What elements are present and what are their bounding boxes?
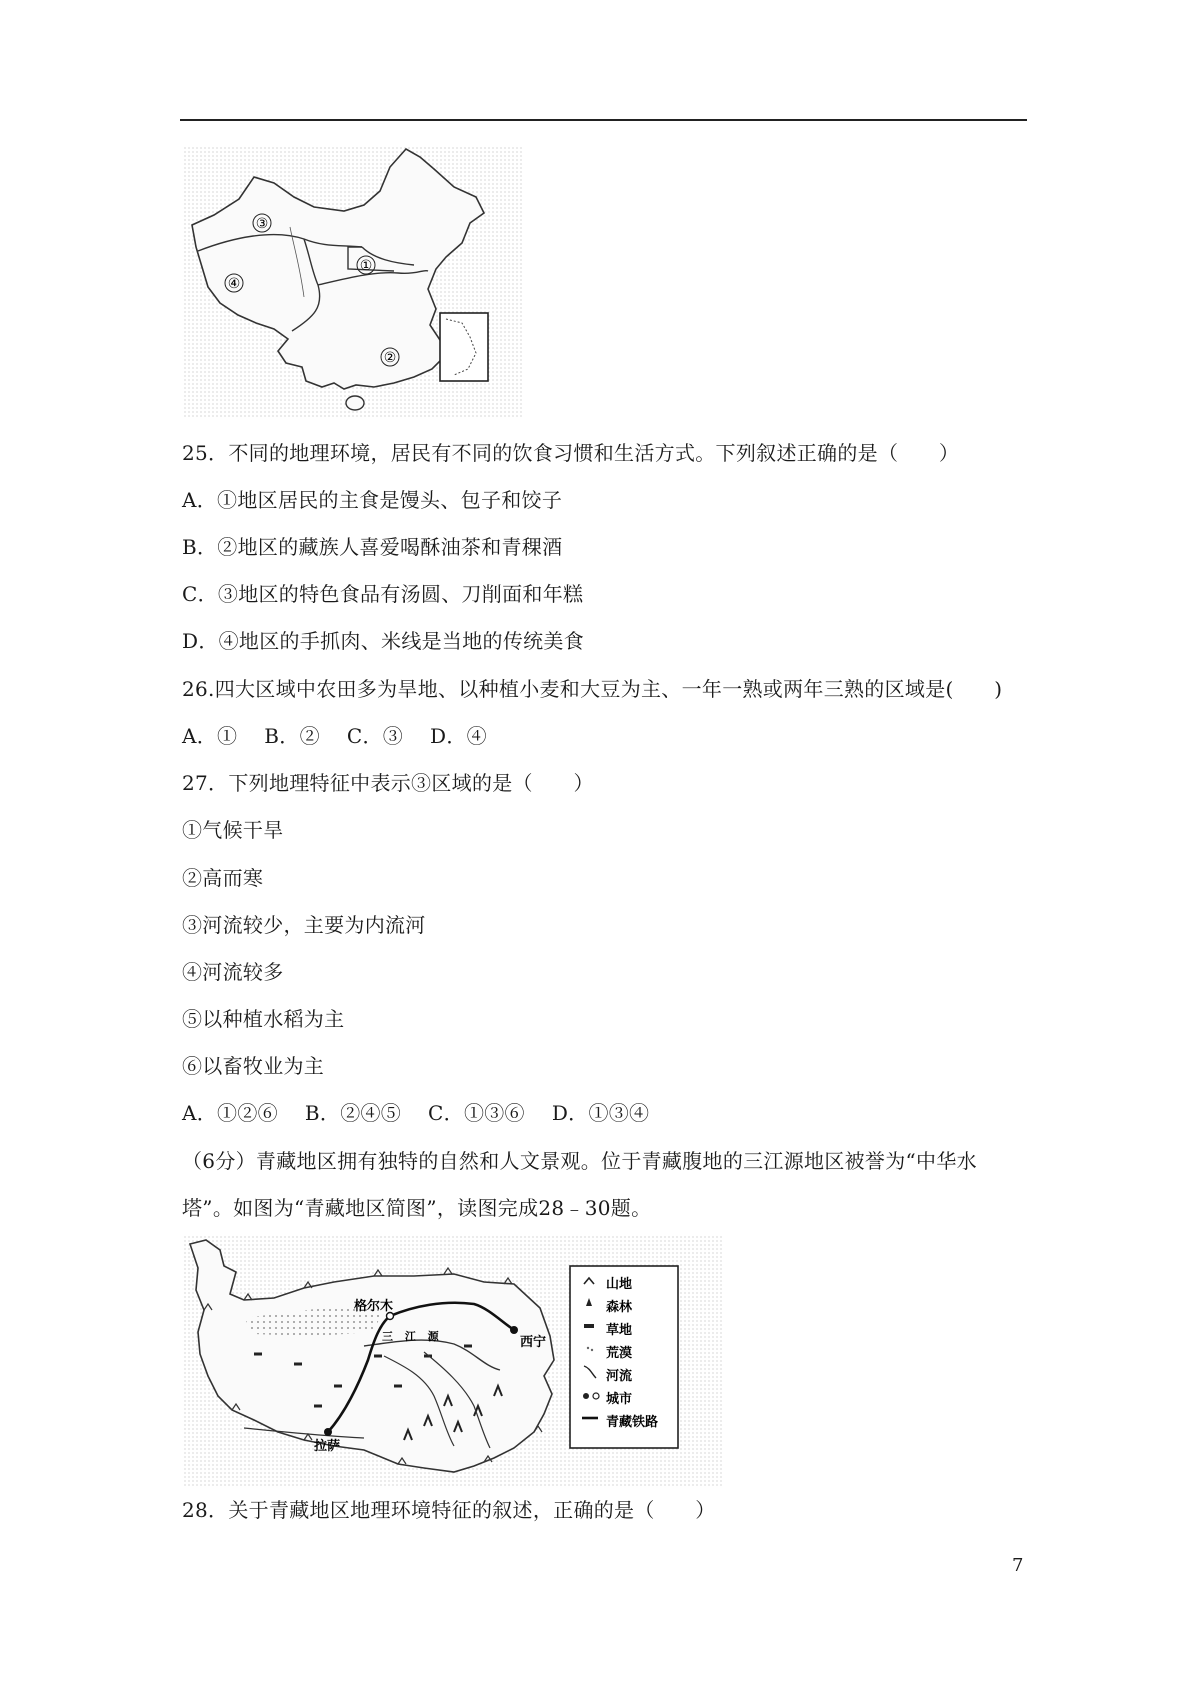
svg-text:草地: 草地 xyxy=(606,1323,633,1338)
legend-grass-icon xyxy=(584,1324,594,1328)
q27-item-2: ②高而寒 xyxy=(182,866,264,890)
page-number: 7 xyxy=(1012,1555,1024,1576)
china-regions-map xyxy=(184,147,524,419)
intro-line-1: （6分）青藏地区拥有独特的自然和人文景观。位于青藏腹地的三江源地区被誉为“中华水 xyxy=(182,1149,977,1173)
q27-item-3: ③河流较少，主要为内流河 xyxy=(182,913,426,937)
svg-text:③: ③ xyxy=(255,216,269,232)
q27-options: A．①②⑥ B．②④⑤ C．①③⑥ D．①③④ xyxy=(182,1101,650,1125)
q25-option-d: D．④地区的手抓肉、米线是当地的传统美食 xyxy=(182,629,585,653)
svg-text:河流: 河流 xyxy=(606,1369,633,1384)
q25-option-a: A．①地区居民的主食是馒头、包子和饺子 xyxy=(182,488,563,512)
q27-stem: 27．下列地理特征中表示③区域的是（ ） xyxy=(182,771,594,795)
svg-text:④: ④ xyxy=(227,276,241,292)
q28-stem: 28．关于青藏地区地理环境特征的叙述，正确的是（ ） xyxy=(182,1498,716,1522)
q27-item-4: ④河流较多 xyxy=(182,960,284,984)
svg-text:①: ① xyxy=(359,258,373,274)
svg-text:青藏铁路: 青藏铁路 xyxy=(606,1415,659,1430)
q25-option-c: C．③地区的特色食品有汤圆、刀削面和年糕 xyxy=(182,582,584,606)
svg-text:城市: 城市 xyxy=(606,1392,633,1407)
city-lhasa: 拉萨 xyxy=(314,1439,341,1454)
svg-text:山地: 山地 xyxy=(606,1277,633,1292)
q27-item-6: ⑥以畜牧业为主 xyxy=(182,1054,325,1078)
svg-text:森林: 森林 xyxy=(606,1300,633,1315)
city-xining: 西宁 xyxy=(520,1335,547,1350)
q27-item-5: ⑤以种植水稻为主 xyxy=(182,1007,345,1031)
legend-desert-icon xyxy=(587,1347,589,1349)
sanjiangyuan-label: 三 江 源 xyxy=(382,1330,443,1343)
q25-option-b: B．②地区的藏族人喜爱喝酥油茶和青稞酒 xyxy=(182,535,563,559)
svg-text:荒漠: 荒漠 xyxy=(606,1346,633,1361)
svg-text:②: ② xyxy=(383,350,397,366)
q27-item-1: ①气候干旱 xyxy=(182,818,284,842)
city-golmud: 格尔木 xyxy=(354,1299,394,1314)
map-legend xyxy=(570,1266,678,1448)
qinghai-tibet-map xyxy=(184,1236,722,1486)
intro-line-2: 塔”。如图为“青藏地区简图”，读图完成28﹣30题。 xyxy=(182,1196,652,1220)
q26-stem: 26.四大区域中农田多为旱地、以种植小麦和大豆为主、一年一熟或两年三熟的区域是( ) xyxy=(182,677,1003,701)
q26-options: A．① B．② C．③ D．④ xyxy=(182,724,487,748)
legend-city-icon xyxy=(583,1393,589,1399)
header-rule xyxy=(180,119,1027,121)
q25-stem: 25．不同的地理环境，居民有不同的饮食习惯和生活方式。下列叙述正确的是（ ） xyxy=(182,441,960,465)
